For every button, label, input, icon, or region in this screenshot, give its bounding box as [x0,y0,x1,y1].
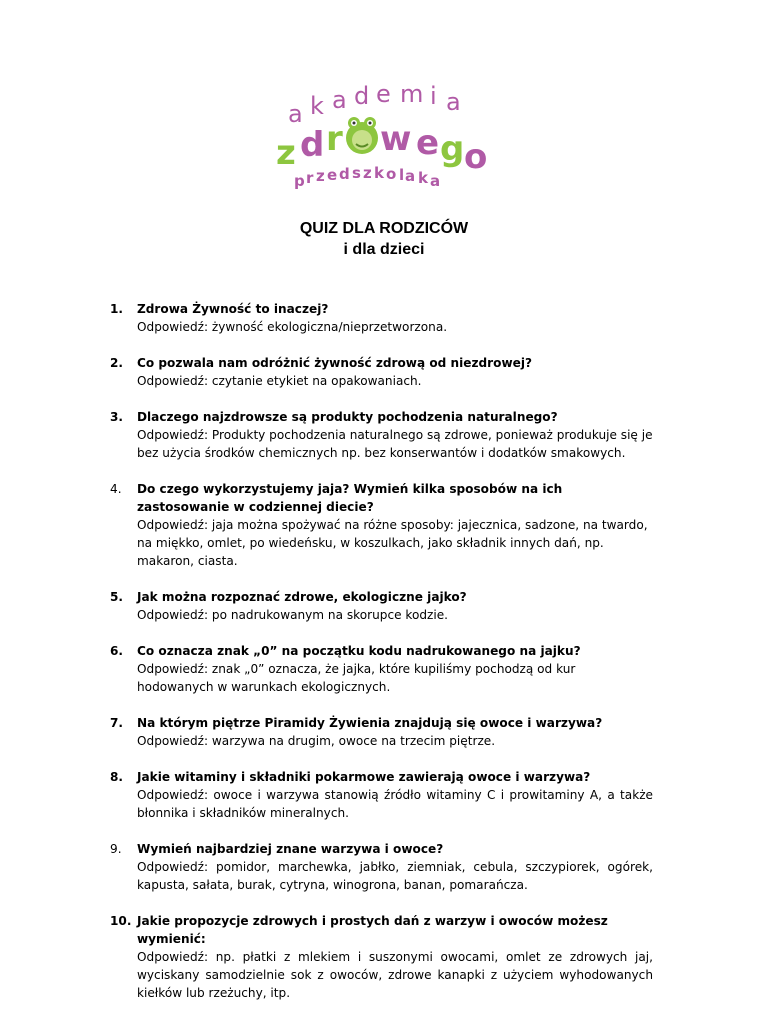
logo-letter: e [416,123,440,163]
quiz-item-2 [110,354,653,390]
title-line-1: QUIZ DLA RODZICÓW [299,220,469,237]
quiz-item-5 [110,588,653,624]
logo-letter: a [332,86,347,114]
quiz-question: Wymień najbardziej znane warzywa i owoce? [137,842,444,856]
quiz-question: Jakie witaminy i składniki pokarmowe zawierają owoce i warzywa? [137,770,591,784]
logo-letter: o [464,137,488,177]
quiz-answer: Odpowiedź: po nadrukowanym na skorupce kodzie. [137,608,449,622]
quiz-list [110,300,653,1020]
quiz-number: 10. [110,914,132,928]
quiz-question: Do czego wykorzystujemy jaja? Wymień kilka sposobów na ich zastosowanie w codziennej diecie? [137,482,563,514]
quiz-item-1 [110,300,653,336]
quiz-title [0,218,768,260]
logo-letter: z [316,167,325,185]
logo-letter: z [363,164,372,182]
logo-letter: d [339,165,350,183]
quiz-question: Na którym piętrze Piramidy Żywienia znajdują się owoce i warzywa? [137,716,603,730]
logo-letter: k [418,169,428,187]
logo-letter: e [376,80,391,108]
quiz-answer: Odpowiedź: pomidor, marchewka, jabłko, ziemniak, cebula, szczypiorek, ogórek, kapusta, sałata, burak, cytryna, winogrona, banan, pomarańcza. [137,860,653,892]
quiz-number: 8. [110,770,124,784]
quiz-answer: Odpowiedź: np. płatki z mlekiem i suszonymi owocami, omlet ze zdrowych jaj, wyciskany samodzielnie sok z owoców, zdrowe kanapki z użyciem wyhodowanych kiełków lub rzeżuchy, itp. [137,950,653,1000]
logo-letter: d [300,125,325,165]
logo-letter: s [352,164,361,182]
logo-letter: a [405,167,416,185]
quiz-answer: Odpowiedź: Produkty pochodzenia naturalnego są zdrowe, ponieważ produkuje się je bez użycia środków chemicznych np. bez konserwantów i dodatków smakowych. [137,428,653,460]
quiz-question: Co pozwala nam odróżnić żywność zdrową od niezdrowej? [137,356,532,370]
quiz-number: 7. [110,716,124,730]
quiz-item-3 [110,408,653,462]
logo-letter: a [430,172,441,190]
quiz-question: Jakie propozycje zdrowych i prostych dań z warzyw i owoców możesz wymienić: [137,914,608,946]
logo-letter: r [306,169,314,187]
quiz-answer: Odpowiedź: owoce i warzywa stanowią źródło witaminy C i prowitaminy A, a także błonnika i składników mineralnych. [137,788,653,820]
quiz-answer: Odpowiedź: warzywa na drugim, owoce na trzecim piętrze. [137,734,496,748]
quiz-item-4 [110,480,653,570]
quiz-answer: Odpowiedź: żywność ekologiczna/nieprzetworzona. [137,320,448,334]
quiz-number: 5. [110,590,124,604]
quiz-question: Jak można rozpoznać zdrowe, ekologiczne jajko? [137,590,467,604]
quiz-number: 3. [110,410,124,424]
logo-letter: a [446,88,461,116]
logo-letter: a [288,100,303,128]
logo-letter: k [374,164,384,182]
quiz-number: 9. [110,842,122,856]
logo-letter: o [386,165,397,183]
logo-letter: i [430,82,437,110]
quiz-question: Zdrowa Żywność to inaczej? [137,302,329,316]
logo-letter: r [326,119,343,159]
quiz-question: Dlaczego najzdrowsze są produkty pochodzenia naturalnego? [137,410,558,424]
logo-letter: d [354,82,370,110]
logo [270,80,510,200]
quiz-item-8 [110,768,653,822]
logo-letter: m [400,80,424,108]
quiz-number: 4. [110,482,122,496]
logo-letter: w [380,119,412,159]
quiz-answer: Odpowiedź: jaja można spożywać na różne sposoby: jajecznica, sadzone, na twardo, na miękko, omlet, po wiedeńsku, w koszulkach, jako składnik innych dań, np. makaron, ciasta. [137,518,648,568]
quiz-item-7 [110,714,653,750]
frog-icon [346,117,378,154]
logo-letter: k [310,92,324,120]
quiz-item-6 [110,642,653,696]
logo-letter: p [294,172,305,190]
quiz-number: 6. [110,644,124,658]
quiz-item-10 [110,912,653,1002]
quiz-number: 1. [110,302,124,316]
logo-letter: g [440,129,465,169]
quiz-number: 2. [110,356,124,370]
title-line-2: i dla dzieci [343,241,425,258]
logo-letter: e [327,166,338,184]
quiz-question: Co oznacza znak „0” na początku kodu nadrukowanego na jajku? [137,644,581,658]
logo-graphic [270,80,510,200]
logo-letter: z [276,133,296,173]
logo-letter: l [399,166,405,184]
quiz-item-9 [110,840,653,894]
quiz-answer: Odpowiedź: czytanie etykiet na opakowaniach. [137,374,422,388]
quiz-answer: Odpowiedź: znak „0” oznacza, że jajka, które kupiliśmy pochodzą od kur hodowanych w warunkach ekologicznych. [137,662,576,694]
